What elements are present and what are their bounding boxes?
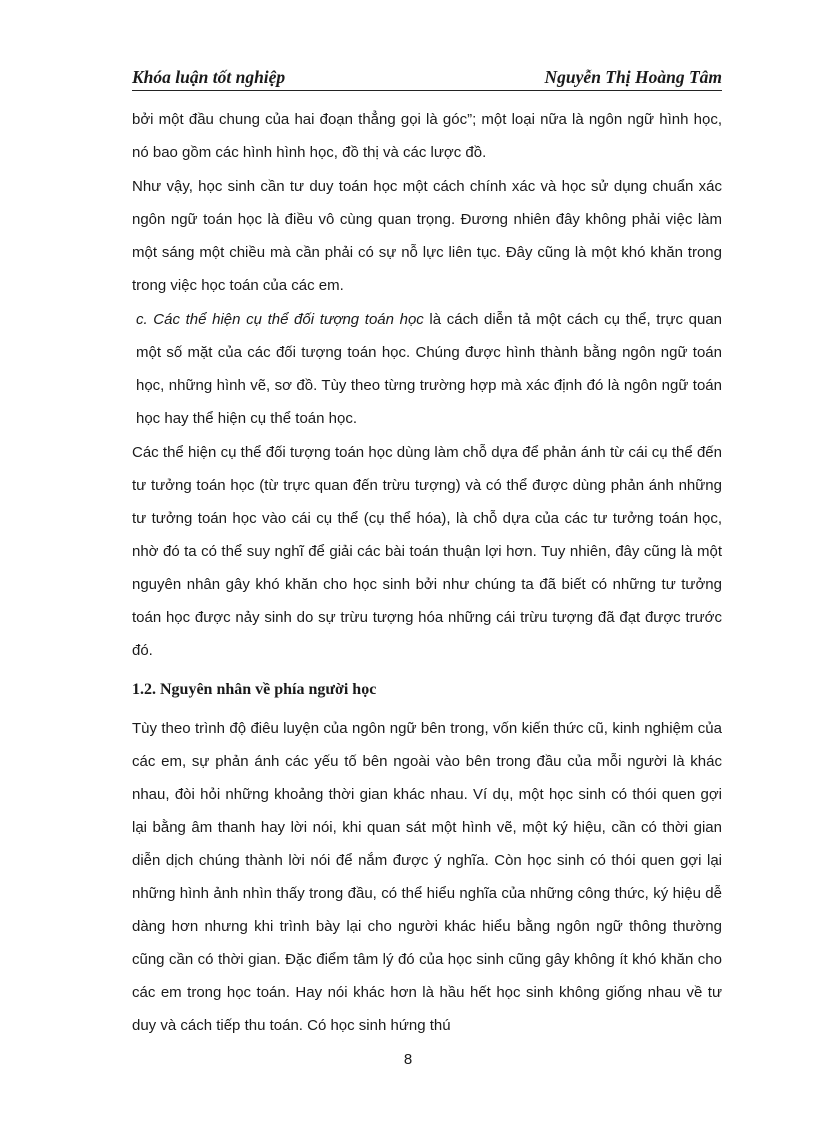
header-author: Nguyễn Thị Hoàng Tâm [544,67,722,87]
paragraph-5: Tùy theo trình độ điêu luyện của ngôn ngữ bên trong, vốn kiến thức cũ, kinh nghiệm của các em, sự phản ánh các yếu tố bên ngoài vào bên trong đầu của mỗi người là khác nhau, đòi hỏi những khoảng thời gian khác nhau. Ví dụ, một học sinh có thói quen gợi lại bằng âm thanh hay lời nói, khi quan sát một hình vẽ, một ký hiệu, cần có thời gian diễn dịch chúng thành lời nói để nắm được ý nghĩa. Còn học sinh có thói quen gợi lại những hình ảnh nhìn thấy trong đầu, có thể hiểu nghĩa của những công thức, ký hiệu dễ dàng hơn nhưng khi trình bày lại cho người khác hiểu bằng ngôn ngữ thông thường cũng cần có thời gian. Đặc điểm tâm lý đó của học sinh cũng gây không ít khó khăn cho các em trong học toán. Hay nói khác hơn là hầu hết học sinh không giống nhau về tư duy và cách tiếp thu toán. Có học sinh hứng thú [132,720,722,1034]
running-header [132,62,722,91]
paragraph-1: bởi một đầu chung của hai đoạn thẳng gọi là góc”; một loại nữa là ngôn ngữ hình học, nó bao gồm các hình hình học, đồ thị và các lược đồ. [132,111,722,161]
page-body [132,103,722,1042]
page-number: 8 [403,1051,413,1068]
section-heading: 1.2. Nguyên nhân về phía người học [132,681,377,698]
paragraph-3-lead: c. Các thể hiện cụ thể đối tượng toán học [136,311,424,328]
paragraph-4: Các thể hiện cụ thể đối tượng toán học dùng làm chỗ dựa để phản ánh từ cái cụ thể đến tư tưởng toán học (từ trực quan đến trừu tượng) và có thể được dùng phản ánh những tư tưởng toán học vào cái cụ thể (cụ thể hóa), là chỗ dựa của các tư tưởng toán học, nhờ đó ta có thể suy nghĩ để giải các bài toán thuận lợi hơn. Tuy nhiên, đây cũng là một nguyên nhân gây khó khăn cho học sinh bởi như chúng ta đã biết có những tư tưởng toán học được nảy sinh do sự trừu tượng hóa những cái trừu tượng đã đạt được trước đó. [132,444,722,659]
header-title: Khóa luận tốt nghiệp [132,67,286,87]
paragraph-3 [132,303,722,435]
paragraph-3-text: là cách diễn tả một cách cụ thể, trực quan một số mặt của các đối tượng toán học. Chúng được hình thành bằng ngôn ngữ toán học, những hình vẽ, sơ đồ. Tùy theo từng trường hợp mà xác định đó là ngôn ngữ toán học hay thể hiện cụ thể toán học. [136,311,723,427]
paragraph-2: Như vậy, học sinh cần tư duy toán học một cách chính xác và học sử dụng chuẩn xác ngôn ngữ toán học là điều vô cùng quan trọng. Đương nhiên đây không phải việc làm một sáng một chiều mà cần phải có sự nỗ lực liên tục. Đây cũng là một khó khăn trong trong việc học toán của các em. [132,178,722,294]
